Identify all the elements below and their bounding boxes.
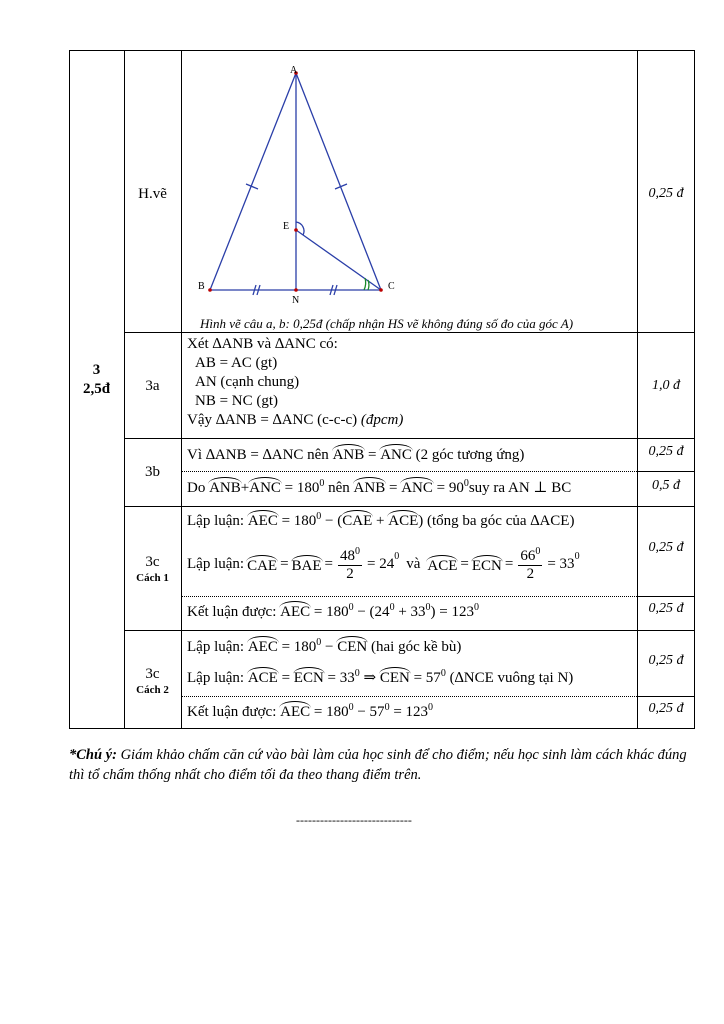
3a-line-3: AN (cạnh chung) <box>195 374 300 390</box>
degree: 0 <box>384 702 390 713</box>
score-hve: 0,25 đ <box>648 186 684 201</box>
label-point-e: E <box>283 221 290 232</box>
angle-mark-c-1 <box>368 280 369 290</box>
scoring-table <box>69 50 695 729</box>
text: = 90 <box>436 480 464 496</box>
text: + <box>240 480 250 496</box>
text: Kết luận được: <box>187 704 277 720</box>
grading-note <box>69 745 695 785</box>
label-point-b: B <box>198 281 205 292</box>
text: (∆NCE vuông tại N) <box>449 670 574 686</box>
3c1-line-2 <box>187 547 580 582</box>
dotted-divider-3c1 <box>182 596 637 597</box>
text: 48 <box>340 548 356 564</box>
text: Lập luận: <box>187 556 245 573</box>
degree: 0 <box>319 478 325 489</box>
angle-ace: ACE <box>388 510 418 530</box>
text: − <box>325 639 334 655</box>
degree: 0 <box>389 602 395 613</box>
degree: 0 <box>348 602 354 613</box>
degree: 0 <box>354 668 360 679</box>
3c2-line-1 <box>187 636 461 656</box>
point-c <box>379 288 383 292</box>
fraction-66-2 <box>518 547 542 582</box>
score-3b-line1: 0,25 đ <box>648 444 684 459</box>
text: Kết luận được: <box>187 604 277 620</box>
side-ac <box>296 73 381 290</box>
implies-icon: ⇒ <box>363 670 377 686</box>
text: = <box>367 447 377 463</box>
text: Lập luận: <box>187 670 245 686</box>
degree: 0 <box>463 478 469 489</box>
degree: 0 <box>316 637 322 648</box>
3c1-line-3 <box>187 601 479 621</box>
text: − ( <box>325 513 343 529</box>
label-hve: H.vẽ <box>138 186 167 202</box>
label-3a: 3a <box>145 378 160 394</box>
row-divider-4 <box>124 630 695 631</box>
row-divider-1 <box>124 332 695 333</box>
degree: 0 <box>355 546 361 557</box>
score-3c2-b: 0,25 đ <box>648 701 684 716</box>
fraction-denominator: 2 <box>526 565 535 582</box>
3a-line-1: Xét ∆ANB và ∆ANC có: <box>187 336 338 352</box>
text: = 180 <box>281 639 317 655</box>
label-point-n: N <box>292 295 300 306</box>
label-3c2: 3c <box>145 666 160 682</box>
angle-anb: ANB <box>209 477 241 497</box>
degree: 0 <box>316 511 322 522</box>
label-point-c: C <box>388 281 395 292</box>
degree: 0 <box>574 551 580 562</box>
degree: 0 <box>348 702 354 713</box>
3a-line-4: NB = NC (gt) <box>195 393 279 409</box>
text: (tổng ba góc của ∆ACE) <box>426 513 575 529</box>
degree: 0 <box>474 602 479 613</box>
text: = <box>281 670 291 686</box>
text: Lập luận: <box>187 513 245 529</box>
question-points: 2,5đ <box>82 381 111 397</box>
text: và <box>406 556 421 573</box>
3a-conclusion <box>187 412 403 429</box>
3c1-line-1 <box>187 510 574 530</box>
angle-anc: ANC <box>401 477 433 497</box>
score-divider-3b <box>637 471 694 472</box>
text: = 180 <box>313 604 349 620</box>
angle-ace: ACE <box>248 667 278 687</box>
text: + <box>376 513 385 529</box>
angle-cae: CAE <box>342 510 372 530</box>
text: Vì ∆ANB = ∆ANC nên <box>187 447 329 463</box>
angle-anc: ANC <box>380 444 412 464</box>
text: suy ra AN ⊥ BC <box>468 480 572 496</box>
text: Do <box>187 480 206 496</box>
text: nên <box>328 480 350 496</box>
point-n <box>294 288 298 292</box>
text: = <box>504 556 514 573</box>
3b-line-1 <box>187 444 524 464</box>
text: = <box>388 480 398 496</box>
degree: 0 <box>440 668 446 679</box>
text: = 180 <box>313 704 349 720</box>
text: Lập luận: <box>187 639 245 655</box>
text: = 123 <box>393 704 429 720</box>
text: = 33 <box>327 670 355 686</box>
3c2-line-2 <box>187 667 573 687</box>
sublabel-3c1: Cách 1 <box>136 572 169 584</box>
label-3c1: 3c <box>145 554 160 570</box>
table-border-bottom <box>69 728 695 729</box>
text: = 57 <box>413 670 441 686</box>
angle-bae: BAE <box>292 555 322 575</box>
figure-caption: Hình vẽ câu a, b: 0,25đ (chấp nhận HS vẽ không đúng số đo của góc A) <box>200 316 574 331</box>
text: ) <box>418 513 424 529</box>
sublabel-3c2: Cách 2 <box>136 684 169 696</box>
label-3b: 3b <box>145 464 160 480</box>
3c2-line-3 <box>187 701 433 721</box>
text: 66 <box>520 548 536 564</box>
angle-aec: AEC <box>280 601 310 621</box>
score-divider-3c1 <box>637 596 694 597</box>
text: (hai góc kề bù) <box>371 639 462 655</box>
angle-mark-c-2 <box>364 278 366 290</box>
point-b <box>208 288 212 292</box>
text: − (24 <box>357 604 390 620</box>
score-divider-3c2 <box>637 696 694 697</box>
score-3c2-a: 0,25 đ <box>648 653 684 668</box>
fraction-numerator <box>518 547 542 566</box>
row-divider-2 <box>124 438 695 439</box>
note-text: Giám khảo chấm căn cứ vào bài làm của học sinh để cho điểm; nếu học sinh làm cách khác đúng thì tổ chấm thống nhất cho điểm tối đa theo thang điểm trên. <box>69 747 687 783</box>
text: = <box>280 556 289 573</box>
text: = 33 <box>547 556 575 573</box>
text: + 33 <box>398 604 426 620</box>
fraction-denominator: 2 <box>346 565 354 582</box>
text: = 180 <box>284 480 320 496</box>
degree: 0 <box>428 702 434 713</box>
angle-cae: CAE <box>247 555 277 575</box>
angle-ace: ACE <box>427 555 457 575</box>
note-label: *Chú ý: <box>69 747 117 763</box>
angle-cen: CEN <box>337 636 367 656</box>
text: ) = 123 <box>430 604 474 620</box>
angle-anb: ANB <box>333 444 365 464</box>
3a-conclusion-main: Vậy ∆ANB = ∆ANC (c-c-c) <box>187 412 358 428</box>
text: = 180 <box>281 513 317 529</box>
side-ab <box>210 73 296 290</box>
degree: 0 <box>535 546 541 557</box>
angle-anc: ANC <box>249 477 281 497</box>
triangle-figure <box>182 50 637 332</box>
end-separator: ----------------------------- <box>296 813 412 827</box>
label-point-a: A <box>290 65 298 76</box>
question-number: 3 <box>92 362 101 378</box>
text: = 24 <box>367 556 395 573</box>
score-3b-line2: 0,5 đ <box>652 478 680 493</box>
3a-line-2: AB = AC (gt) <box>195 355 278 371</box>
text: = <box>460 556 469 573</box>
dotted-divider-3c2 <box>182 696 637 697</box>
degree: 0 <box>425 602 431 613</box>
angle-anb: ANB <box>354 477 386 497</box>
score-3c1-b: 0,25 đ <box>648 601 684 616</box>
angle-cen: CEN <box>380 667 410 687</box>
score-3c1-a: 0,25 đ <box>648 540 684 555</box>
text: (2 góc tương ứng) <box>415 447 525 463</box>
angle-ecn: ECN <box>294 667 324 687</box>
fraction-48-2 <box>338 547 362 582</box>
row-divider-3 <box>124 506 695 507</box>
degree: 0 <box>394 551 400 562</box>
point-e <box>294 228 298 232</box>
angle-aec: AEC <box>248 636 278 656</box>
text: − 57 <box>357 704 385 720</box>
angle-aec: AEC <box>248 510 278 530</box>
score-3a: 1,0 đ <box>652 378 680 393</box>
text: = <box>324 556 334 573</box>
angle-ecn: ECN <box>472 555 502 575</box>
dotted-divider-3b <box>182 471 637 472</box>
3b-line-2 <box>187 477 571 497</box>
3a-conclusion-tail: (đpcm) <box>360 412 404 428</box>
fraction-numerator <box>338 547 362 566</box>
angle-aec: AEC <box>280 701 310 721</box>
table-border-right <box>694 50 695 729</box>
